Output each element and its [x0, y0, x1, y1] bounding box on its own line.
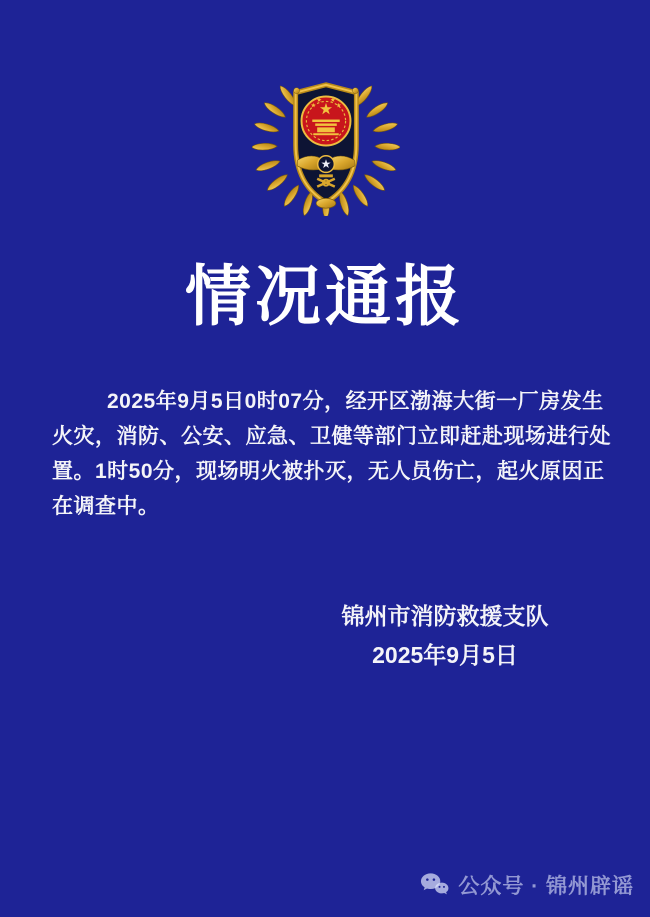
page-title: 情况通报 [185, 259, 465, 333]
notice-line: 置。1时50分，现场明火被扑灭，无人员伤亡，起火原因正 [52, 460, 605, 483]
signature-date: 2025年9月5日 [372, 642, 518, 668]
china-fire-rescue-emblem-icon [252, 74, 400, 216]
notice-line: 在调查中。 [52, 495, 160, 518]
notice-body [52, 384, 611, 524]
notice-line: 火灾，消防、公安、应急、卫健等部门立即赶赴现场进行处 [52, 425, 611, 448]
signature-block [341, 597, 549, 675]
wechat-icon [420, 872, 449, 898]
watermark [420, 870, 634, 900]
notice-line: 2025年9月5日0时07分，经开区渤海大街一厂房发生 [107, 390, 604, 413]
watermark-text: 公众号 · 锦州辟谣 [458, 875, 634, 898]
signature-issuer: 锦州市消防救援支队 [341, 603, 549, 629]
